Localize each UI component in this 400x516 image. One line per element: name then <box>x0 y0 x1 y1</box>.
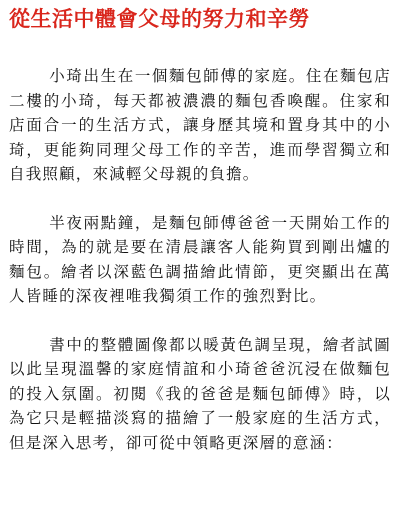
paragraph-1: 小琦出生在一個麵包師傅的家庭。住在麵包店二樓的小琦，每天都被濃濃的麵包香喚醒。住家和店面合一的生活方式，讓身歷其境和置身其中的小琦，更能夠同理父母工作的辛苦，進而學習獨立和自我照顧，來減輕父母親的負擔。 <box>9 67 391 183</box>
paragraph-3: 書中的整體圖像都以暖黃色調呈現，繪者試圖以此呈現溫馨的家庭情誼和小琦爸爸沉浸在做麵包的投入氛圍。初閱《我的爸爸是麵包師傅》時，以為它只是輕描淡寫的描繪了一般家庭的生活方式，但是深入思考，卻可從中領略更深層的意涵： <box>9 335 391 452</box>
paragraph-2: 半夜兩點鐘，是麵包師傅爸爸一天開始工作的時間，為的就是要在清晨讓客人能夠買到剛出爐的麵包。繪者以深藍色調描繪此情節，更突顯出在萬人皆睡的深夜裡唯我獨須工作的強烈對比。 <box>9 213 391 305</box>
article-body <box>9 64 391 455</box>
article-title: 從生活中體會父母的努力和辛勞 <box>9 7 310 31</box>
